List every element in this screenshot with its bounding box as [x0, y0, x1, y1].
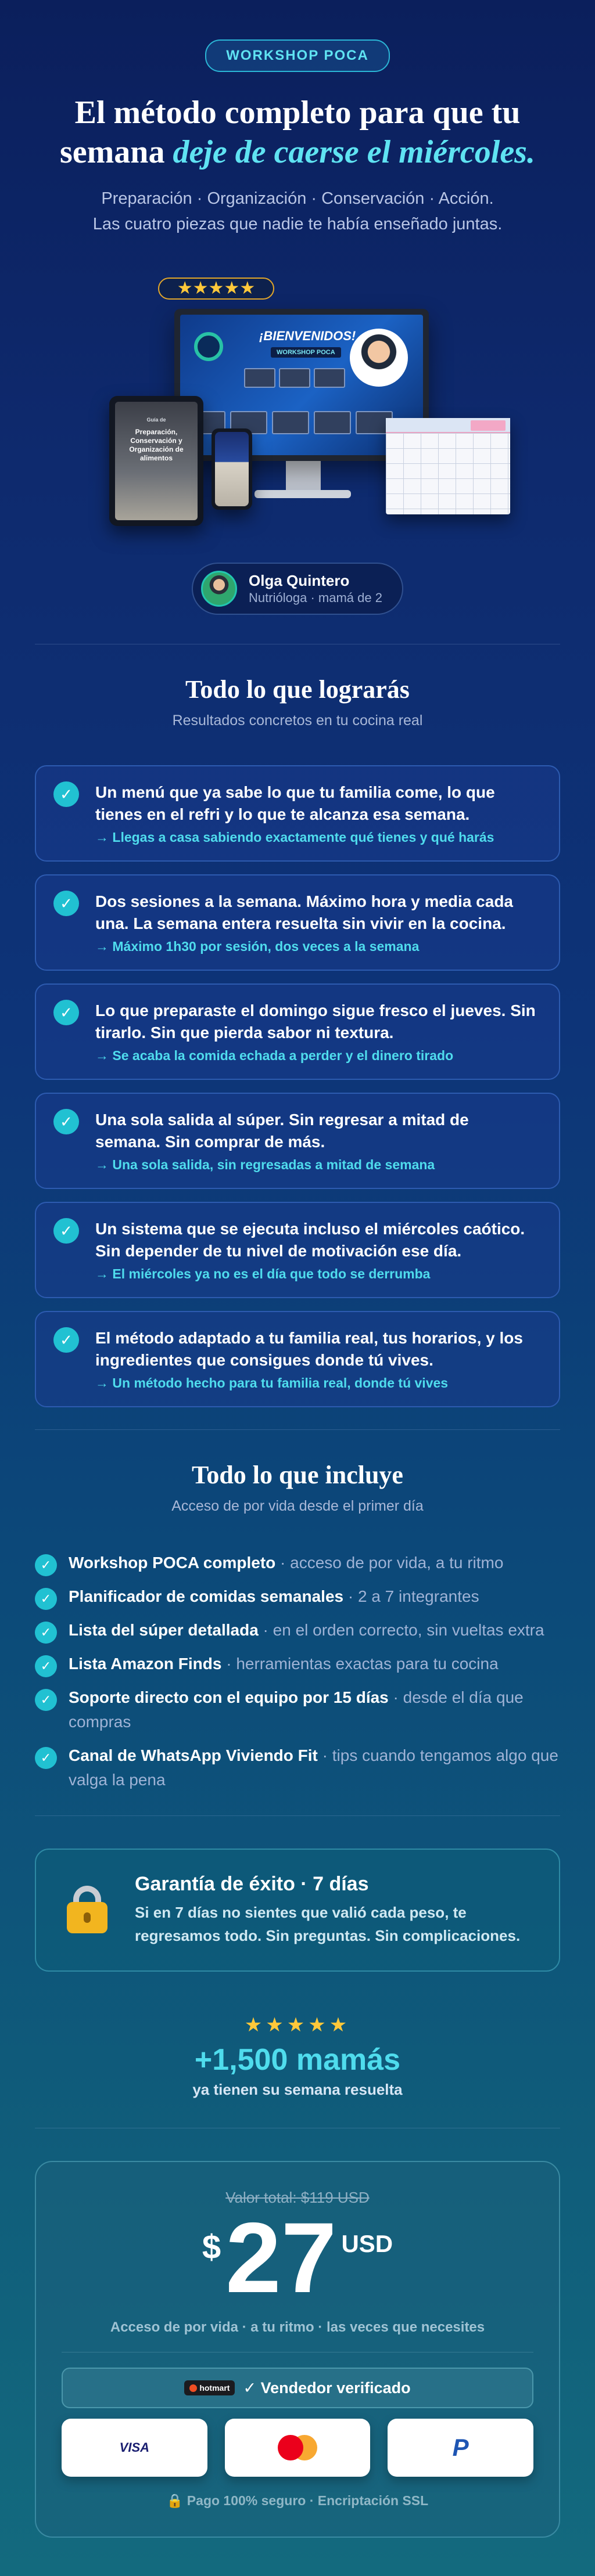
include-desc: · en el orden correcto, sin vueltas extra: [258, 1621, 544, 1639]
include-desc: · acceso de por vida, a tu ritmo: [275, 1554, 504, 1572]
hotmart-label: hotmart: [199, 2383, 230, 2393]
achievement-card: [35, 1311, 560, 1407]
mockup-thumbnail: [272, 411, 309, 434]
check-icon: ✓: [53, 891, 79, 916]
achievements-subtitle: Resultados concretos en tu cocina real: [172, 712, 423, 729]
include-name: Workshop POCA completo: [69, 1554, 276, 1572]
social-proof-section: [0, 1972, 595, 2099]
mockup-welcome-text: ¡BIENVENIDOS!: [259, 329, 356, 343]
mockup-instructor-photo: [350, 329, 408, 387]
achievement-result: → Llegas a casa sabiendo exactamente qué tienes y qué harás: [95, 830, 494, 845]
achievement-result: → El miércoles ya no es el día que todo se derrumba: [95, 1266, 431, 1281]
mockup-thumbnail: [314, 368, 345, 388]
phone-mockup: [212, 428, 252, 510]
hotmart-logo: [184, 2380, 235, 2395]
check-icon: ✓: [35, 1655, 57, 1677]
hero-section: [0, 0, 595, 615]
include-desc: · herramientas exactas para tu cocina: [221, 1655, 499, 1673]
mockup-thumbnail: [244, 368, 275, 388]
achievement-result: → Se acaba la comida echada a perder y el dinero tirado: [95, 1048, 454, 1063]
pricing-card: [35, 2161, 560, 2538]
visa-button[interactable]: [62, 2419, 207, 2477]
include-desc: · 2 a 7 integrantes: [343, 1587, 479, 1605]
guarantee-title: Garantía de éxito · 7 días: [135, 1873, 369, 1895]
access-note: Acceso de por vida · a tu ritmo · las veces que necesites: [110, 2319, 485, 2335]
achievement-text: El método adaptado a tu familia real, tus horarios, y los ingredientes que consigues donde tú vives.: [95, 1329, 523, 1369]
check-icon: ✓: [35, 1689, 57, 1711]
monitor-base: [255, 490, 351, 498]
achievement-text: Un sistema que se ejecuta incluso el miércoles caótico. Sin depender de tu nivel de motivación ese día.: [95, 1220, 525, 1260]
guarantee-card: [35, 1849, 560, 1972]
includes-section: [0, 1430, 595, 1792]
check-icon: ✓: [53, 1000, 79, 1025]
mastercard-button[interactable]: [225, 2419, 371, 2477]
includes-subtitle: Acceso de por vida desde el primer día: [171, 1498, 424, 1514]
list-item: [35, 1551, 560, 1575]
paypal-button[interactable]: [388, 2419, 533, 2477]
phone-screen: [215, 432, 249, 506]
price-currency-symbol: $: [202, 2228, 221, 2266]
price-amount: 27: [225, 2202, 337, 2314]
rating-stars: ★★★★★: [244, 2014, 351, 2036]
list-item: [35, 1743, 560, 1792]
achievement-card: [35, 1093, 560, 1189]
achievement-text: Una sola salida al súper. Sin regresar a mitad de semana. Sin comprar de más.: [95, 1111, 469, 1151]
include-name: Planificador de comidas semanales: [69, 1587, 344, 1605]
achievement-text: Dos sesiones a la semana. Máximo hora y media cada una. La semana entera resuelta sin vivir en la cocina.: [95, 892, 513, 932]
check-icon: ✓: [53, 1218, 79, 1244]
product-mockup: [88, 274, 507, 599]
achievement-result: → Una sola salida, sin regresadas a mitad de semana: [95, 1157, 435, 1172]
author-name: Olga Quintero: [249, 572, 350, 589]
achievement-card: [35, 1202, 560, 1298]
pricing-section: [0, 2128, 595, 2538]
tablet-screen: [115, 402, 198, 520]
price-currency-code: USD: [341, 2230, 393, 2257]
includes-list: [35, 1551, 560, 1792]
achievements-section: [0, 644, 595, 1407]
gear-icon: [194, 332, 223, 361]
achievements-title: Todo lo que lograrás: [185, 675, 410, 704]
mockup-thumbnail: [314, 411, 351, 434]
check-icon: ✓: [35, 1747, 57, 1769]
check-icon: ✓: [53, 1327, 79, 1353]
avatar: [201, 571, 237, 607]
list-item: [35, 1652, 560, 1676]
hero-title: [48, 93, 547, 172]
customer-caption: ya tienen su semana resuelta: [192, 2081, 403, 2098]
old-price: Valor total: $119 USD: [225, 2189, 370, 2206]
achievement-text: Lo que preparaste el domingo sigue fresco el jueves. Sin tirarlo. Sin que pierda sabor ni textura.: [95, 1001, 536, 1042]
price: [62, 2202, 533, 2314]
achievement-text: Un menú que ya sabe lo que tu familia come, lo que tienes en el refri y lo que te alcanza esa semana.: [95, 783, 495, 823]
secure-payment-note: 🔒 Pago 100% seguro · Encriptación SSL: [166, 2493, 429, 2508]
paypal-icon: P: [452, 2434, 469, 2461]
include-name: Soporte directo con el equipo por 15 días: [69, 1688, 389, 1706]
customer-count: +1,500 mamás: [194, 2043, 401, 2077]
author-badge: [192, 563, 403, 615]
check-icon: ✓: [53, 781, 79, 807]
hero-subtitle-line1: Preparación · Organización · Conservación · Acción.: [101, 189, 494, 208]
tablet-guide-title: Preparación, Conservación y Organización de alimentos: [129, 428, 184, 462]
achievement-card: [35, 983, 560, 1080]
guarantee-text: Si en 7 días no sientes que valió cada peso, te regresamos todo. Sin preguntas. Sin complicaciones.: [135, 1904, 521, 1944]
mockup-welcome-badge: WORKSHOP POCA: [271, 347, 341, 358]
check-icon: ✓: [35, 1622, 57, 1644]
hero-title-accent: deje de caerse el miércoles.: [173, 134, 535, 170]
calendar-tab: [471, 420, 506, 431]
hero-title-main: El método completo para que tu semana: [60, 95, 521, 170]
hero-subtitle: [0, 186, 595, 237]
payment-methods: [62, 2419, 533, 2477]
lock-icon: [60, 1883, 114, 1937]
workshop-badge: WORKSHOP POCA: [205, 39, 390, 72]
includes-title: Todo lo que incluye: [192, 1461, 403, 1489]
list-item: [35, 1618, 560, 1642]
mastercard-icon: [278, 2435, 317, 2460]
list-item: [35, 1685, 560, 1734]
include-desc: · desde el día que compras: [69, 1688, 524, 1731]
guarantee-section: [0, 1816, 595, 1972]
achievement-result: → Máximo 1h30 por sesión, dos veces a la semana: [95, 939, 420, 954]
tablet-mockup: [109, 396, 203, 526]
verified-seller-text: ✓ Vendedor verificado: [243, 2379, 411, 2397]
check-icon: ✓: [35, 1554, 57, 1576]
calendar-planner-mockup: [386, 418, 510, 514]
author-role: Nutrióloga · mamá de 2: [249, 590, 382, 605]
include-name: Canal de WhatsApp Viviendo Fit: [69, 1746, 318, 1764]
check-icon: ✓: [35, 1588, 57, 1610]
achievement-card: [35, 874, 560, 971]
achievement-result: → Un método hecho para tu familia real, donde tú vives: [95, 1375, 449, 1390]
include-name: Lista del súper detallada: [69, 1621, 259, 1639]
hotmart-flame-icon: [189, 2384, 197, 2392]
achievement-list: [35, 765, 560, 1407]
hero-subtitle-line2: Las cuatro piezas que nadie te había enseñado juntas.: [92, 215, 503, 233]
include-name: Lista Amazon Finds: [69, 1655, 222, 1673]
visa-icon: VISA: [119, 2440, 150, 2455]
mockup-thumbnail: [279, 368, 310, 388]
check-icon: ✓: [53, 1109, 79, 1134]
list-item: [35, 1584, 560, 1609]
include-desc: · tips cuando tengamos algo que valga la pena: [69, 1746, 558, 1789]
verified-seller-banner: [62, 2368, 533, 2408]
author-info: [249, 571, 382, 606]
monitor-stand: [286, 461, 321, 493]
achievement-card: [35, 765, 560, 862]
tablet-kicker: Guía de: [146, 417, 166, 423]
rating-stars: ★★★★★: [158, 278, 274, 300]
